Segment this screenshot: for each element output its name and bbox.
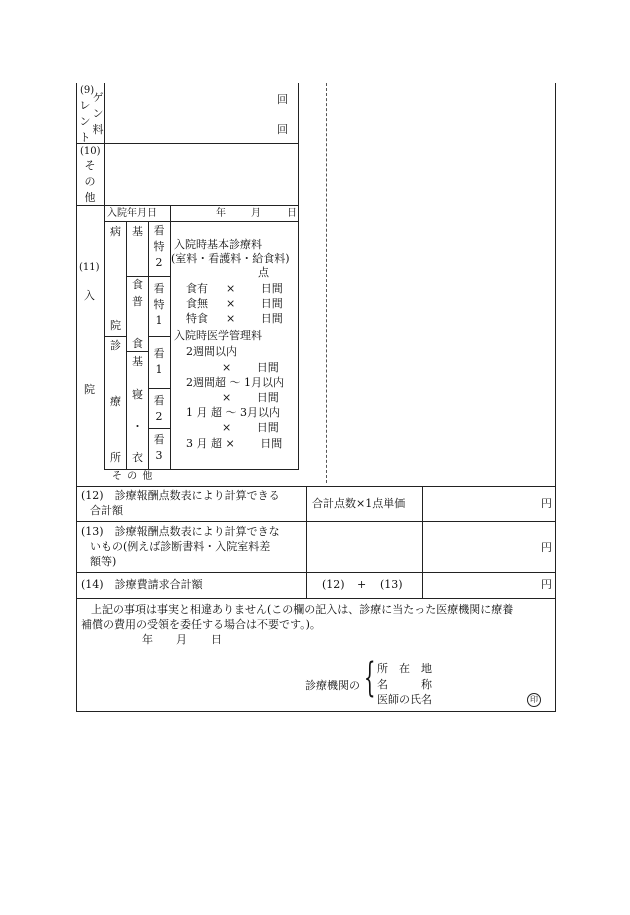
inpatient-label-char-2: 院 <box>84 383 95 396</box>
cert-statement-1: 上記の事項は事実と相違ありません(この欄の記入は、診療に当たった医療機関に療養 <box>91 603 514 616</box>
admit-date-label: 入院年月日 <box>107 208 157 219</box>
nursing-tok1: 看 特 1 <box>153 282 165 327</box>
col-basic-meal-1: 基 <box>132 225 143 238</box>
nursing-tok2: 看 特 2 <box>153 224 165 269</box>
nursing-k1: 看 1 <box>153 347 165 376</box>
cert-date-year: 年 <box>142 633 153 646</box>
row13-label-2: いもの(例えば診断書料・入院室料差 <box>90 540 271 553</box>
row12-label-1: (12) 診療報酬点数表により計算できる <box>81 489 280 502</box>
row14-formula-a: (12) <box>322 578 345 591</box>
within-2w: 2週間以内 <box>186 345 237 358</box>
meal-yes-line: 食有 × 日間 <box>186 282 283 295</box>
meal-no-line: 食無 × 日間 <box>186 297 283 310</box>
admit-date-year: 年 <box>216 208 226 219</box>
within-2w-days: × 日間 <box>222 361 279 374</box>
row14-unit: 円 <box>541 578 552 591</box>
m1-3: 1 月 超 〜 3月以内 <box>186 406 280 419</box>
basic-fee-title: 入院時基本診療料 <box>174 238 262 251</box>
other-label-num: (10) <box>80 146 101 157</box>
admit-date-month: 月 <box>251 208 261 219</box>
m1-3-days: × 日間 <box>222 421 279 434</box>
basic-fee-point: 点 <box>258 266 269 279</box>
mgmt-fee-title: 入院時医学管理料 <box>174 329 262 342</box>
col-bedding-3: ・ <box>132 420 143 433</box>
row14-plus: + <box>357 578 367 591</box>
col-bedding-2: 寝 <box>132 388 143 401</box>
row13-unit: 円 <box>541 541 552 554</box>
rehab-label-num: (9) <box>80 85 95 96</box>
col-clinic-1: 診 <box>110 339 121 352</box>
inpatient-label-char-1: 入 <box>84 289 95 302</box>
row14-label: (14) 診療費請求合計額 <box>81 578 203 591</box>
cert-date-day: 日 <box>211 633 222 646</box>
col-normal-meal-2: 食 <box>132 337 143 350</box>
cert-statement-2: 補償の費用の受領を委任する場合は不要です。)。 <box>81 618 321 631</box>
rehab-label-col2: ゲ ン 料 <box>92 91 104 136</box>
col-normal-meal-1: 普 <box>132 295 143 308</box>
col-basic-meal-2: 食 <box>132 278 143 291</box>
row13-label-1: (13) 診療報酬点数表により計算できな <box>81 525 280 538</box>
other-label: そ の 他 <box>84 159 96 204</box>
brace-icon: { <box>364 655 376 701</box>
doctor-label: 医師の氏名 <box>377 693 432 706</box>
address-label: 所 在 地 <box>377 662 432 675</box>
row13-label-3: 額等) <box>90 555 117 568</box>
name-label: 名 称 <box>377 678 432 691</box>
col-clinic-2: 療 <box>110 395 121 408</box>
basic-fee-detail: (室料・看護料・給食料) <box>171 252 290 265</box>
row14-formula-b: (13) <box>380 578 403 591</box>
nursing-k3: 看 3 <box>153 433 165 462</box>
cert-date-month: 月 <box>176 633 187 646</box>
seal-icon: 印 <box>527 693 541 707</box>
col-hospital-1: 病 <box>110 225 121 238</box>
rehab-label-col1: レ ン ト <box>79 99 91 144</box>
meal-special-line: 特食 × 日間 <box>186 312 283 325</box>
col-clinic-3: 所 <box>110 451 121 464</box>
inpatient-label-num: (11) <box>79 262 100 273</box>
inpatient-other-label: そ の 他 <box>112 471 154 482</box>
row12-calc: 合計点数×1点単価 <box>312 497 406 510</box>
over-3m: 3 月 超 × 日間 <box>186 437 283 450</box>
rehab-unit-1: 回 <box>277 93 288 106</box>
row12-unit: 円 <box>541 497 552 510</box>
rehab-unit-2: 回 <box>277 123 288 136</box>
nursing-k2: 看 2 <box>153 394 165 423</box>
row12-label-2: 合計額 <box>90 504 123 517</box>
over-2w-days: × 日間 <box>222 391 279 404</box>
institution-prefix: 診療機関の <box>305 679 360 692</box>
over-2w: 2週間超 〜 1月以内 <box>186 376 284 389</box>
col-bedding-4: 衣 <box>132 451 143 464</box>
col-hospital-2: 院 <box>110 319 121 332</box>
admit-date-day: 日 <box>287 208 297 219</box>
col-bedding-1: 基 <box>132 355 143 368</box>
